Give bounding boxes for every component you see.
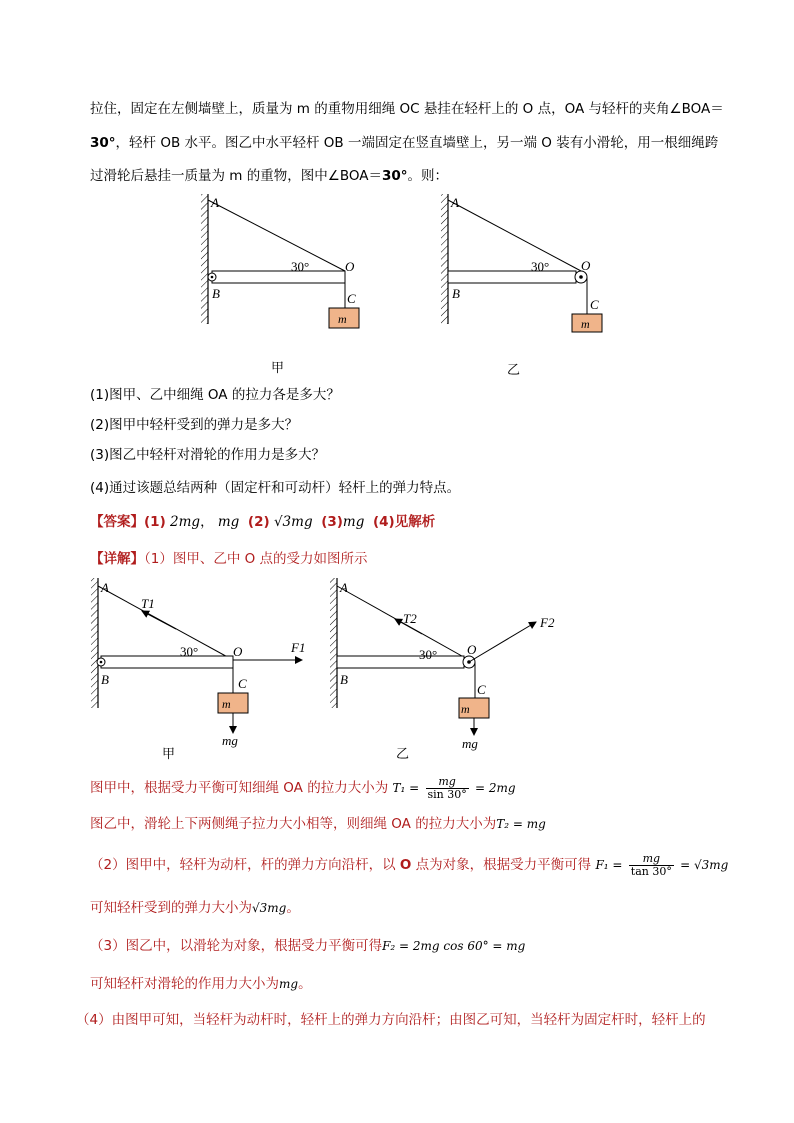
question-3: (3)图乙中轻杆对滑轮的作用力是多大？ [90, 447, 326, 463]
label-f1: F1 [291, 640, 306, 655]
fraction-denominator: sin 30° [427, 787, 467, 801]
solution-line-5 [90, 937, 525, 955]
label-f2: F2 [540, 615, 555, 630]
answer-value-1b: mg [217, 514, 240, 530]
answer-part-4: (4)见解析 [372, 514, 436, 530]
rod-ob [101, 656, 233, 668]
fraction-denominator: tan 30° [630, 864, 672, 878]
solution-text: （2）图甲中，轻杆为动杆，杆的弹力方向沿杆，以 [90, 857, 396, 873]
answer-part-2: (2) [247, 514, 270, 530]
label-a: A [451, 195, 459, 210]
caption-left: 甲 [271, 360, 285, 375]
label-b: B [452, 286, 460, 301]
arrow-t1 [142, 611, 176, 629]
solution-text: 可知轻杆对滑轮的作用力大小为 [90, 976, 279, 992]
label-a: A [340, 580, 348, 595]
mass-label: m [338, 312, 347, 326]
solution-end: 。 [298, 976, 312, 992]
solution-line-1 [90, 774, 516, 802]
angle-label: 30° [291, 259, 310, 274]
angle-label: 30° [531, 259, 550, 274]
mass-label: m [461, 702, 470, 716]
solution-end: 。 [286, 900, 300, 916]
formula: T₂ = mg [496, 817, 546, 831]
solution-text: 可知轻杆受到的弹力大小为 [90, 900, 252, 916]
figure-2-left [91, 578, 305, 748]
angle-label: 30° [419, 647, 438, 662]
angle-value: 30° [90, 135, 116, 151]
solution-line-3 [90, 850, 728, 880]
formula-lhs: F₁ = [595, 858, 623, 872]
formula: mg [279, 977, 299, 991]
formula-fraction [629, 853, 674, 878]
label-o: O [467, 642, 477, 657]
label-b: B [101, 672, 109, 687]
answer-value-3: mg [342, 514, 365, 530]
solution-line-4 [90, 899, 300, 917]
label-o: O [345, 259, 355, 274]
formula-rhs: = 2mg [475, 781, 516, 795]
figure-2-right [330, 578, 555, 751]
label-t2: T2 [403, 611, 417, 626]
answer-separator: ， [200, 514, 214, 530]
angle-value: 30° [381, 168, 408, 184]
label-c: C [590, 297, 599, 312]
rod-ob [337, 656, 464, 668]
answer-value-2: √3mg [273, 514, 313, 530]
label-mg: mg [462, 736, 478, 751]
formula-lhs: T₁ = [392, 781, 420, 795]
formula-rhs: = √3mg [680, 858, 729, 872]
label-a: A [211, 195, 219, 210]
fraction-numerator: mg [629, 853, 674, 866]
formula-fraction [426, 776, 469, 801]
mass-label: m [581, 317, 590, 331]
answer-part-3: (3) [321, 514, 343, 530]
question-1: (1)图甲、乙中细绳 OA 的拉力各是多大？ [90, 387, 340, 403]
intro-line-3-end: 。则： [407, 168, 449, 184]
fraction-numerator: mg [426, 776, 469, 789]
label-c: C [347, 291, 356, 306]
solution-line-7: （4）由图甲可知，当轻杆为动杆时，轻杆上的弹力方向沿杆；由图乙可知，当轻杆为固定杆时，轻杆上的 [76, 1012, 706, 1028]
wall-hatch [91, 578, 98, 708]
question-2: (2)图甲中轻杆受到的弹力是多大？ [90, 417, 299, 433]
solution-line-2 [90, 815, 546, 833]
explain-tag: 【详解】 [90, 551, 144, 567]
solution-text: （3）图乙中，以滑轮为对象，根据受力平衡可得 [90, 938, 383, 954]
wall-hatch [330, 578, 337, 708]
solution-text: 图乙中，滑轮上下两侧绳子拉力大小相等，则细绳 OA 的拉力大小为 [90, 816, 497, 832]
answer-value-1a: 2mg [170, 514, 201, 530]
solution-text: 点为对象，根据受力平衡可得 [415, 857, 592, 873]
label-a: A [101, 580, 109, 595]
intro-line-1: 拉住，固定在左侧墙壁上，质量为 m 的重物用细绳 OC 悬挂在轻杆上的 O 点，OA 与轻杆的夹角∠BOA＝ [90, 101, 724, 117]
label-mg: mg [222, 733, 238, 748]
solution-line-6 [90, 975, 312, 993]
answer-tag: 【答案】 [90, 514, 144, 530]
label-b: B [340, 672, 348, 687]
label-b: B [212, 286, 220, 301]
label-o: O [581, 258, 591, 273]
arrow-f2 [469, 622, 536, 662]
formula: √3mg [252, 901, 287, 915]
point-o: O [399, 857, 412, 873]
label-t1: T1 [141, 596, 155, 611]
label-c: C [238, 676, 247, 691]
mass-label: m [222, 697, 231, 711]
intro-line-2-text: ，轻杆 OB 水平。图乙中水平轻杆 OB 一端固定在竖直墙壁上，另一端 O 装有小滑轮，用一根细绳跨 [115, 135, 719, 151]
caption-left: 甲 [162, 746, 176, 761]
solution-text: 图甲中，根据受力平衡可知细绳 OA 的拉力大小为 [90, 780, 389, 796]
answer-part-1: (1) [144, 514, 166, 530]
intro-line-3-text: 过滑轮后悬挂一质量为 m 的重物，图中∠BOA＝ [90, 168, 382, 184]
question-4: (4)通过该题总结两种（固定杆和可动杆）轻杆上的弹力特点。 [90, 480, 461, 496]
explain-head: （1）图甲、乙中 O 点的受力如图所示 [144, 551, 368, 567]
angle-label: 30° [180, 644, 199, 659]
label-c: C [477, 682, 486, 697]
caption-right: 乙 [396, 746, 410, 761]
formula: F₂ = 2mg cos 60° = mg [382, 939, 526, 953]
caption-right: 乙 [507, 362, 521, 377]
label-o: O [233, 644, 243, 659]
